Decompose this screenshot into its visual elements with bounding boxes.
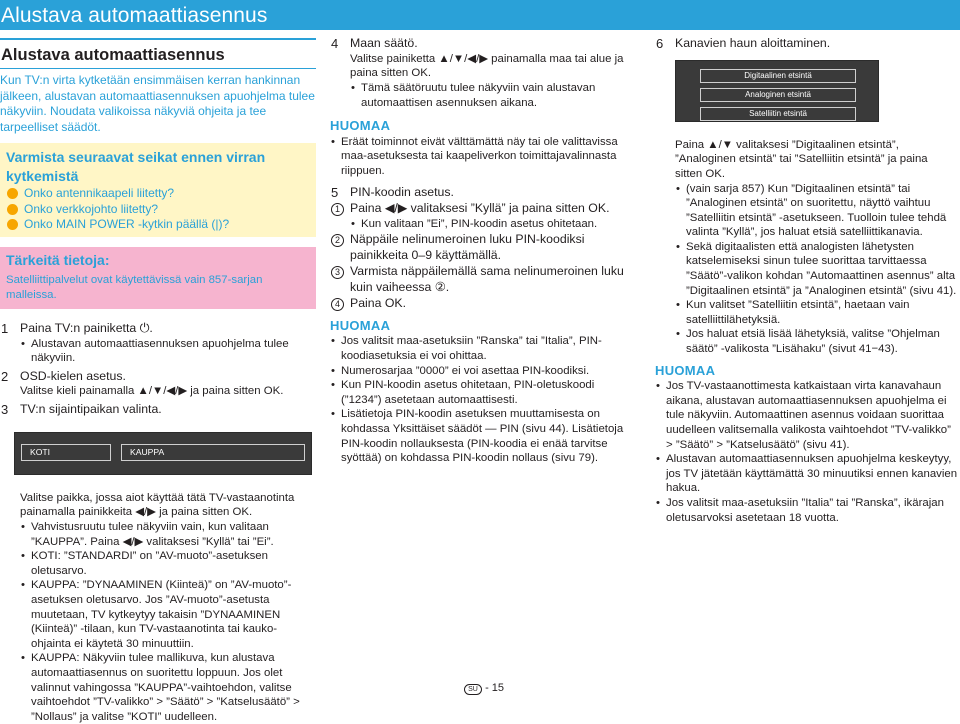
bullet-item: • Kun PIN-koodin asetus ohitetaan, PIN-oletuskoodi (”1234”) asetetaan automaattisesti.: [330, 378, 636, 407]
bullet-item: • Kun valitset ”Satelliitin etsintä”, haetaan vain satelliittilähetyksiä.: [675, 298, 958, 327]
page-title: Alustava automaattiasennus: [1, 4, 268, 27]
step-5: [330, 185, 636, 201]
bullet-item: • Kun valitaan ”Ei”, PIN-koodin asetus ohitetaan.: [350, 217, 636, 232]
section-title: Alustava automaattiasennus: [1, 46, 225, 64]
pin-sub-steps: [330, 201, 636, 312]
step-1: [0, 321, 316, 366]
step-number: 1: [1, 320, 9, 336]
page-header: [0, 0, 960, 30]
step-bullets: [20, 337, 316, 366]
section-header: [0, 38, 316, 69]
step-subtext: Valitse painiketta ▲/▼/◀/▶ painamalla maa tai alue ja paina sitten OK.: [350, 52, 624, 80]
orange-bullet-icon: [7, 204, 18, 215]
note-bullets: [655, 379, 958, 525]
pin-sub-step: [330, 201, 636, 217]
sub-step-text: Paina OK.: [350, 295, 407, 310]
bullet-item: • Tämä säätöruutu tulee näkyviin vain alustavan automaattisen asennuksen aikana.: [350, 81, 636, 110]
bullet-item: • Numerosarjaa ”0000” ei voi asettaa PIN-koodiksi.: [330, 364, 636, 379]
precheck-text: Onko antennikaapeli liitetty?: [24, 185, 175, 200]
info-title: Tärkeitä tietoja:: [6, 252, 110, 269]
step-number: 4: [331, 36, 339, 51]
note-title: HUOMAA: [330, 118, 391, 134]
step-title: Kanavien haun aloittaminen.: [675, 36, 831, 50]
step-number: 3: [1, 402, 9, 418]
step-bullets: [350, 81, 636, 110]
step-title: TV:n sijaintipaikan valinta.: [20, 402, 162, 417]
satellite-search-option: Satelliitin etsintä: [700, 107, 856, 121]
step-4: [330, 36, 636, 110]
step-number: 5: [331, 184, 339, 200]
column-right: [655, 36, 958, 525]
location-screen-image: [14, 432, 312, 475]
note-bullets: [330, 135, 636, 179]
precheck-box: [0, 143, 316, 237]
precheck-list: [6, 186, 310, 233]
page-footer: [464, 681, 504, 695]
step-3: [0, 402, 316, 418]
column-middle: [330, 36, 636, 466]
steps-1-3: [0, 321, 316, 418]
note-2: [330, 318, 636, 466]
sub-step-text: Varmista näppäilemällä sama nelinumeroinen luku kuin vaiheessa ②.: [350, 263, 624, 294]
step-6-details: [655, 138, 958, 357]
bullet-item: • Vahvistusruutu tulee näkyviin vain, kun valitaan ”KAUPPA”. Paina ◀/▶ valitaksesi ”Kyllä” tai ”Ei”.: [20, 520, 316, 549]
step-number: 2: [1, 368, 9, 384]
note-1: [330, 118, 636, 178]
note-title: HUOMAA: [330, 317, 391, 333]
note-title: HUOMAA: [655, 362, 716, 378]
bullet-item: • Jos haluat etsiä lisää lähetyksiä, valitse ”Ohjelman säätö” -valikosta ”Lisähaku” (sivut 41−43).: [675, 327, 958, 356]
location-bullets: [20, 520, 316, 724]
step-title: PIN-koodin asetus.: [350, 184, 454, 199]
page-number: - 15: [485, 682, 505, 694]
orange-bullet-icon: [7, 188, 18, 199]
precheck-text: Onko verkkojohto liitetty?: [24, 201, 159, 216]
bullet-item: • Sekä digitaalisten että analogisten lähetysten katselemiseksi sinun tulee suorittaa tarvittaessa ”Säätö”-valikon kohdan ”Automaattinen asennus” alta ”Digitaalinen etsintä” ja ”Analoginen etsintä” (sivu 41).: [675, 240, 958, 298]
note-bullets: [330, 334, 636, 465]
step-6-text: Paina ▲/▼ valitaksesi ”Digitaalinen etsintä”, ”Analoginen etsintä” tai ”Satelliitin etsintä” ja paina sitten OK.: [675, 138, 928, 180]
digital-search-option: Digitaalinen etsintä: [700, 69, 856, 83]
channel-search-screen-image: [675, 60, 879, 122]
precheck-item: [6, 202, 310, 218]
circled-number: 2: [331, 234, 344, 247]
step-title: Paina TV:n painiketta ⏻.: [20, 320, 153, 335]
bullet-item: • Jos valitsit maa-asetuksiin ”Ranska” tai ”Italia”, PIN-koodiasetuksia ei voi ohittaa.: [330, 334, 636, 363]
bullet-item: • Eräät toiminnot eivät välttämättä näy tai ole valittavissa maa-asetuksesta tai kaapeliverkon toimittajavalinnasta riippuen.: [330, 135, 636, 179]
circled-number: 1: [331, 203, 344, 216]
analogue-search-option: Analoginen etsintä: [700, 88, 856, 102]
orange-bullet-icon: [7, 219, 18, 230]
pin-sub-step: [330, 296, 636, 312]
store-option: KAUPPA: [121, 444, 305, 461]
pin-sub-step: [330, 232, 636, 264]
precheck-title: Varmista seuraavat seikat ennen virran kytkemistä: [6, 149, 266, 184]
important-info-box: [0, 247, 316, 309]
note-3: [655, 363, 958, 526]
sub-step-text: Näppäile nelinumeroinen luku PIN-koodiksi painikkeita 0–9 käyttämällä.: [350, 231, 585, 262]
info-text: Satelliittipalvelut ovat käytettävissä vain 857-sarjan malleissa.: [6, 274, 263, 301]
sub-step-bullets: [330, 217, 636, 232]
sub-step-text: Paina ◀/▶ valitaksesi ”Kyllä” ja paina sitten OK.: [350, 201, 610, 216]
bullet-item: • Jos TV-vastaanottimesta katkaistaan virta kanavahaun aikana, alustavan automaattiasennuksen apuohjelma ei tule näkyviin. Automaattinen asennus voidaan suorittaa uudelleen valitsemalla valikosta vaihtoehdot ”TV-valikko” > ”Säätö” > ”Katselusäätö” (sivu 41).: [655, 379, 958, 452]
bullet-item: • Lisätietoja PIN-koodin asetuksen muuttamisesta on kohdassa Yksittäiset säädöt — PIN (sivu 44). Lisätietoja PIN-koodin nollauksesta (PIN-koodia ei enää tarvitse syöttää) on kohdassa PIN-koodin nollaus (sivu 79).: [330, 407, 636, 465]
step-title: OSD-kielen asetus.: [20, 368, 126, 383]
bullet-item: • Alustavan automaattiasennuksen apuohjelma tulee näkyviin.: [20, 337, 316, 366]
bullet-item: • Alustavan automaattiasennuksen apuohjelma keskeytyy, jos TV jätetään käyttämättä 30 minuutiksi ennen kanavien hakua.: [655, 452, 958, 496]
circled-number: 3: [331, 266, 344, 279]
column-left: [0, 36, 316, 724]
pin-sub-step: [330, 264, 636, 296]
step-6: [655, 36, 958, 52]
location-details: [0, 491, 316, 724]
step-subtext: Valitse kieli painamalla ▲/▼/◀/▶ ja paina sitten OK.: [20, 385, 284, 398]
precheck-text: Onko MAIN POWER -kytkin päällä (|)?: [24, 217, 230, 232]
precheck-item: [6, 186, 310, 202]
bullet-item: • KAUPPA: Näkyviin tulee mallikuva, kun alustava automaattiasennus on suoritettu loppuun. Jos olet valinnut vahingossa ”KAUPPA”-vaihtoehdon, valitse vaihtoehdot ”TV-valikko” > ”Säätö” > ”Katselusäätö” > ”Nollaus” ja valitse ”KOTI” uudelleen.: [20, 651, 316, 724]
language-badge: SU: [464, 684, 482, 695]
step-title: Maan säätö.: [350, 36, 418, 50]
bullet-item: • KAUPPA: ”DYNAAMINEN (Kiinteä)” on ”AV-muoto”-asetuksen oletusarvo. Jos ”AV-muoto”-asetusta muutetaan, TV kytkeytyy takaisin ”DYNAAMINEN (Kiinteä)” -tilaan, kun TV-vastaanotinta tai kauko-ohjainta ei käytetä 30 minuuttiin.: [20, 578, 316, 651]
bullet-item: • (vain sarja 857) Kun ”Digitaalinen etsintä” tai ”Analoginen etsintä” on suoritettu, näyttö vaihtuu ”Satelliitin etsintä” -asetukseen. Tuolloin tulee tehdä valinta ”Kyllä”, jos haluat etsiä satelliittikanavia.: [675, 182, 958, 240]
circled-number: 4: [331, 298, 344, 311]
step-number: 6: [656, 36, 664, 51]
step-2: [0, 369, 316, 399]
step-bullets: [675, 182, 958, 357]
home-option: KOTI: [21, 444, 111, 461]
bullet-item: • Jos valitsit maa-asetuksiin ”Italia” tai ”Ranska”, ikärajan oletusarvoksi asetetaan 18 vuotta.: [655, 496, 958, 525]
bullet-item: • KOTI: ”STANDARDI” on ”AV-muoto”-asetuksen oletusarvo.: [20, 549, 316, 578]
location-text: Valitse paikka, jossa aiot käyttää tätä TV-vastaanotinta painamalla painikkeita ◀/▶ ja paina sitten OK.: [20, 491, 295, 519]
precheck-item: [6, 217, 310, 233]
intro-paragraph: Kun TV:n virta kytketään ensimmäisen kerran hankinnan jälkeen, alustavan automaattiasennuksen apuohjelma tulee näkyviin. Noudata valikoissa näkyviä ohjeita ja tee tarpeelliset säädöt.: [0, 73, 315, 134]
